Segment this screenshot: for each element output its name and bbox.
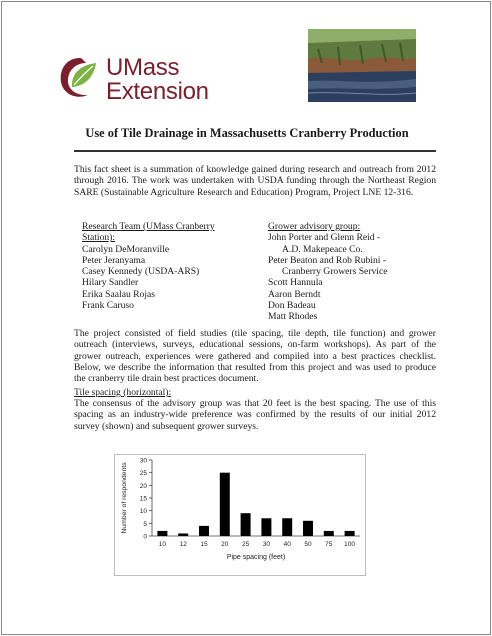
bar-40: [282, 518, 292, 536]
x-tick-label: 15: [200, 541, 208, 548]
y-tick-label: 20: [139, 482, 147, 490]
intro-paragraph: This fact sheet is a summation of knowledge gained during research and outreach from 2012 through 2016. The work was undertaken with USDA funding through the Northeast Region SARE (Sustainable Agriculture Research and Education) Program, Project LNE 12-316.: [74, 164, 436, 198]
x-tick-label: 25: [241, 541, 250, 548]
tile-spacing-heading: Tile spacing (horizontal):: [74, 387, 172, 398]
x-tick-label: 40: [283, 541, 291, 548]
cranberry-bog-photo: [308, 29, 416, 102]
y-tick-label: 0: [143, 533, 147, 541]
grower-member: A.D. Makepeace Co.: [282, 243, 363, 255]
bar-10: [157, 531, 167, 536]
y-tick-label: 30: [139, 457, 147, 465]
research-team-member: Carolyn DeMoranville: [82, 243, 170, 255]
bar-30: [261, 518, 271, 536]
project-paragraph: The project consisted of field studies (tile spacing, tile depth, tile function) and grower outreach (interviews, surveys, educational sessions, on-farm workshops). As part of the grower outreach, experiences were gathered and compiled into a best practices checklist. Below, we describe the information that resulted from this project and was used to produce the cranberry tile drain best practices document.: [74, 328, 436, 385]
y-tick-label: 25: [139, 470, 147, 478]
title-divider: [74, 150, 436, 152]
bar-25: [241, 513, 251, 536]
x-tick-label: 100: [344, 541, 356, 548]
leaf-swirl-icon: [58, 54, 102, 100]
x-axis-label: Pipe spacing (feet): [226, 554, 286, 561]
bar-12: [178, 533, 188, 536]
bar-50: [303, 521, 313, 536]
logo-text-extension: Extension: [106, 78, 209, 105]
x-tick-label: 30: [262, 541, 271, 548]
x-tick-label: 10: [158, 541, 167, 548]
research-team-member: Casey Kennedy (USDA-ARS): [82, 266, 200, 278]
fact-sheet-page: [1, 1, 491, 635]
grower-member: Don Badeau: [268, 300, 316, 312]
research-team-list: [82, 221, 252, 311]
grower-member: John Porter and Glenn Reid -: [268, 232, 381, 244]
grower-member: Matt Rhodes: [268, 311, 318, 323]
tile-spacing-paragraph: The consensus of the advisory group was that 20 feet is the best spacing. The use of this spacing as an industry-wide preference was confirmed by the results of our initial 2012 survey (shown) and subsequent grower surveys.: [74, 398, 436, 432]
y-axis-label: Number of respondents: [121, 462, 128, 534]
x-tick-label: 12: [179, 541, 187, 548]
pipe-spacing-bar-chart: [114, 454, 366, 576]
y-tick-label: 15: [139, 495, 147, 503]
grower-group-heading: Grower advisory group:: [268, 221, 361, 232]
research-team-member: Erika Saalau Rojas: [82, 288, 155, 300]
x-tick-label: 50: [304, 541, 312, 548]
research-team-member: Frank Caruso: [82, 300, 134, 312]
bar-20: [220, 473, 230, 536]
logo-text-umass: UMass: [106, 54, 180, 81]
x-tick-label: 75: [325, 541, 333, 548]
bar-75: [324, 531, 334, 536]
page-title: Use of Tile Drainage in Massachusetts Cranberry Production: [85, 126, 409, 140]
research-team-heading-line1: Research Team (UMass Cranberry: [82, 221, 215, 232]
bar-15: [199, 526, 209, 536]
grower-member: Cranberry Growers Service: [282, 266, 388, 278]
research-team-member: Peter Jeranyama: [82, 254, 146, 266]
grower-member: Peter Beaton and Rob Rubini -: [268, 254, 387, 266]
bar-100: [345, 531, 355, 536]
umass-extension-logo: [58, 54, 228, 110]
y-tick-label: 10: [139, 508, 147, 516]
grower-member: Scott Hannula: [268, 277, 323, 289]
x-tick-label: 20: [221, 541, 229, 548]
grower-member: Aaron Berndt: [268, 288, 321, 300]
research-team-member: Hilary Sandler: [82, 277, 139, 289]
y-tick-label: 5: [143, 520, 147, 528]
research-team-heading-line2: Station):: [82, 232, 116, 244]
grower-advisory-list: [268, 221, 438, 323]
